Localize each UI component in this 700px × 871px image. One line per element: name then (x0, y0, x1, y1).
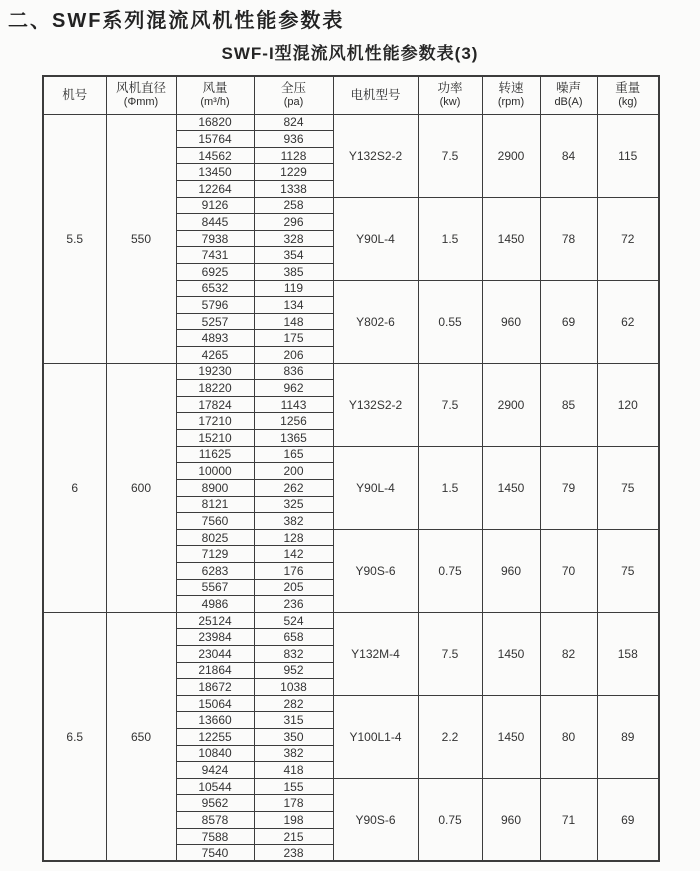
airflow-cell: 6925 (176, 263, 254, 280)
pressure-cell: 175 (254, 330, 333, 347)
airflow-cell: 23044 (176, 646, 254, 663)
airflow-cell: 7588 (176, 828, 254, 845)
airflow-cell: 5257 (176, 313, 254, 330)
airflow-cell: 5796 (176, 297, 254, 314)
pressure-cell: 198 (254, 812, 333, 829)
pressure-cell: 836 (254, 363, 333, 380)
column-header (43, 76, 106, 114)
airflow-cell: 21864 (176, 662, 254, 679)
pressure-cell: 382 (254, 745, 333, 762)
airflow-cell: 6283 (176, 562, 254, 579)
pressure-cell: 262 (254, 479, 333, 496)
pressure-cell: 354 (254, 247, 333, 264)
speed-cell: 2900 (482, 363, 540, 446)
table-body (43, 114, 659, 861)
airflow-cell: 4893 (176, 330, 254, 347)
airflow-cell: 19230 (176, 363, 254, 380)
airflow-cell: 8445 (176, 214, 254, 231)
column-header (597, 76, 659, 114)
column-header-unit: (kg) (618, 96, 638, 109)
weight-cell: 72 (597, 197, 659, 280)
motor-model-cell: Y132M-4 (333, 612, 418, 695)
pressure-cell: 418 (254, 762, 333, 779)
power-cell: 0.75 (418, 529, 482, 612)
pressure-cell: 119 (254, 280, 333, 297)
diameter-cell: 600 (106, 363, 176, 612)
pressure-cell: 1256 (254, 413, 333, 430)
pressure-cell: 350 (254, 729, 333, 746)
airflow-cell: 4986 (176, 596, 254, 613)
airflow-cell: 11625 (176, 446, 254, 463)
motor-model-cell: Y802-6 (333, 280, 418, 363)
speed-cell: 2900 (482, 114, 540, 197)
motor-model-cell: Y90L-4 (333, 446, 418, 529)
airflow-cell: 13450 (176, 164, 254, 181)
column-header-unit: (kw) (439, 96, 461, 109)
noise-cell: 78 (540, 197, 597, 280)
airflow-cell: 7560 (176, 513, 254, 530)
speed-cell: 960 (482, 778, 540, 861)
column-header-label: 噪声 (555, 81, 581, 96)
pressure-cell: 325 (254, 496, 333, 513)
column-header-label: 重量 (615, 81, 641, 96)
diameter-cell: 650 (106, 612, 176, 861)
airflow-cell: 7431 (176, 247, 254, 264)
column-header-unit: (pa) (283, 96, 304, 109)
weight-cell: 158 (597, 612, 659, 695)
column-header-label: 全压 (280, 81, 306, 96)
noise-cell: 82 (540, 612, 597, 695)
airflow-cell: 10544 (176, 778, 254, 795)
airflow-cell: 9562 (176, 795, 254, 812)
motor-model-cell: Y132S2-2 (333, 363, 418, 446)
airflow-cell: 4265 (176, 347, 254, 364)
column-header-label: 转速 (498, 81, 524, 96)
pressure-cell: 178 (254, 795, 333, 812)
airflow-cell: 15764 (176, 131, 254, 148)
pressure-cell: 238 (254, 845, 333, 862)
speed-cell: 1450 (482, 612, 540, 695)
airflow-cell: 7129 (176, 546, 254, 563)
column-header (540, 76, 597, 114)
diameter-cell: 550 (106, 114, 176, 363)
column-header (418, 76, 482, 114)
motor-model-cell: Y100L1-4 (333, 695, 418, 778)
pressure-cell: 128 (254, 529, 333, 546)
pressure-cell: 315 (254, 712, 333, 729)
pressure-cell: 296 (254, 214, 333, 231)
power-cell: 0.55 (418, 280, 482, 363)
airflow-cell: 12264 (176, 180, 254, 197)
pressure-cell: 936 (254, 131, 333, 148)
airflow-cell: 10840 (176, 745, 254, 762)
pressure-cell: 1143 (254, 396, 333, 413)
airflow-cell: 25124 (176, 612, 254, 629)
pressure-cell: 524 (254, 612, 333, 629)
column-header-unit: (rpm) (497, 96, 525, 109)
pressure-cell: 148 (254, 313, 333, 330)
table-title: SWF-I型混流风机性能参数表(3) (221, 44, 479, 63)
motor-model-cell: Y90S-6 (333, 529, 418, 612)
machine-no-cell: 6.5 (43, 612, 106, 861)
weight-cell: 120 (597, 363, 659, 446)
column-header (333, 76, 418, 114)
airflow-cell: 18672 (176, 679, 254, 696)
machine-no-cell: 5.5 (43, 114, 106, 363)
table-row (43, 114, 659, 131)
airflow-cell: 9424 (176, 762, 254, 779)
motor-model-cell: Y132S2-2 (333, 114, 418, 197)
pressure-cell: 1338 (254, 180, 333, 197)
page-title: 二、SWF系列混流风机性能参数表 (8, 10, 345, 32)
pressure-cell: 206 (254, 347, 333, 364)
pressure-cell: 1128 (254, 147, 333, 164)
airflow-cell: 15064 (176, 695, 254, 712)
pressure-cell: 165 (254, 446, 333, 463)
noise-cell: 84 (540, 114, 597, 197)
column-header-unit: (Φmm) (123, 96, 159, 109)
column-header-unit: dB(A) (554, 96, 583, 109)
weight-cell: 62 (597, 280, 659, 363)
weight-cell: 89 (597, 695, 659, 778)
noise-cell: 85 (540, 363, 597, 446)
noise-cell: 79 (540, 446, 597, 529)
airflow-cell: 8025 (176, 529, 254, 546)
power-cell: 7.5 (418, 612, 482, 695)
pressure-cell: 824 (254, 114, 333, 131)
airflow-cell: 15210 (176, 430, 254, 447)
airflow-cell: 18220 (176, 380, 254, 397)
power-cell: 1.5 (418, 197, 482, 280)
pressure-cell: 1229 (254, 164, 333, 181)
pressure-cell: 200 (254, 463, 333, 480)
pressure-cell: 1038 (254, 679, 333, 696)
airflow-cell: 16820 (176, 114, 254, 131)
weight-cell: 69 (597, 778, 659, 861)
weight-cell: 75 (597, 529, 659, 612)
pressure-cell: 952 (254, 662, 333, 679)
header-row (43, 76, 659, 114)
airflow-cell: 10000 (176, 463, 254, 480)
table-header (43, 76, 659, 114)
airflow-cell: 9126 (176, 197, 254, 214)
airflow-cell: 8578 (176, 812, 254, 829)
airflow-cell: 7938 (176, 230, 254, 247)
table-row (43, 363, 659, 380)
pressure-cell: 134 (254, 297, 333, 314)
power-cell: 1.5 (418, 446, 482, 529)
pressure-cell: 205 (254, 579, 333, 596)
speed-cell: 960 (482, 280, 540, 363)
airflow-cell: 17210 (176, 413, 254, 430)
weight-cell: 115 (597, 114, 659, 197)
machine-no-cell: 6 (43, 363, 106, 612)
pressure-cell: 215 (254, 828, 333, 845)
pressure-cell: 142 (254, 546, 333, 563)
pressure-cell: 282 (254, 695, 333, 712)
column-header-label: 风量 (202, 81, 228, 96)
pressure-cell: 658 (254, 629, 333, 646)
airflow-cell: 12255 (176, 729, 254, 746)
noise-cell: 70 (540, 529, 597, 612)
airflow-cell: 23984 (176, 629, 254, 646)
pressure-cell: 155 (254, 778, 333, 795)
airflow-cell: 14562 (176, 147, 254, 164)
column-header (176, 76, 254, 114)
speed-cell: 1450 (482, 695, 540, 778)
power-cell: 7.5 (418, 363, 482, 446)
airflow-cell: 8121 (176, 496, 254, 513)
noise-cell: 69 (540, 280, 597, 363)
pressure-cell: 236 (254, 596, 333, 613)
weight-cell: 75 (597, 446, 659, 529)
pressure-cell: 328 (254, 230, 333, 247)
pressure-cell: 258 (254, 197, 333, 214)
pressure-cell: 962 (254, 380, 333, 397)
pressure-cell: 1365 (254, 430, 333, 447)
speed-cell: 1450 (482, 446, 540, 529)
airflow-cell: 5567 (176, 579, 254, 596)
power-cell: 7.5 (418, 114, 482, 197)
column-header-label: 风机直径 (115, 81, 166, 96)
airflow-cell: 8900 (176, 479, 254, 496)
noise-cell: 71 (540, 778, 597, 861)
column-header-label: 功率 (437, 81, 463, 96)
pressure-cell: 176 (254, 562, 333, 579)
table-row (43, 612, 659, 629)
column-header-unit: (m³/h) (200, 96, 230, 109)
pressure-cell: 385 (254, 263, 333, 280)
column-header (254, 76, 333, 114)
column-header (482, 76, 540, 114)
noise-cell: 80 (540, 695, 597, 778)
column-header (106, 76, 176, 114)
speed-cell: 1450 (482, 197, 540, 280)
airflow-cell: 17824 (176, 396, 254, 413)
power-cell: 0.75 (418, 778, 482, 861)
pressure-cell: 382 (254, 513, 333, 530)
airflow-cell: 6532 (176, 280, 254, 297)
column-header-label: 机号 (62, 87, 88, 102)
motor-model-cell: Y90L-4 (333, 197, 418, 280)
airflow-cell: 7540 (176, 845, 254, 862)
speed-cell: 960 (482, 529, 540, 612)
airflow-cell: 13660 (176, 712, 254, 729)
fan-performance-table (42, 75, 660, 862)
motor-model-cell: Y90S-6 (333, 778, 418, 861)
column-header-label: 电机型号 (350, 87, 401, 102)
pressure-cell: 832 (254, 646, 333, 663)
power-cell: 2.2 (418, 695, 482, 778)
